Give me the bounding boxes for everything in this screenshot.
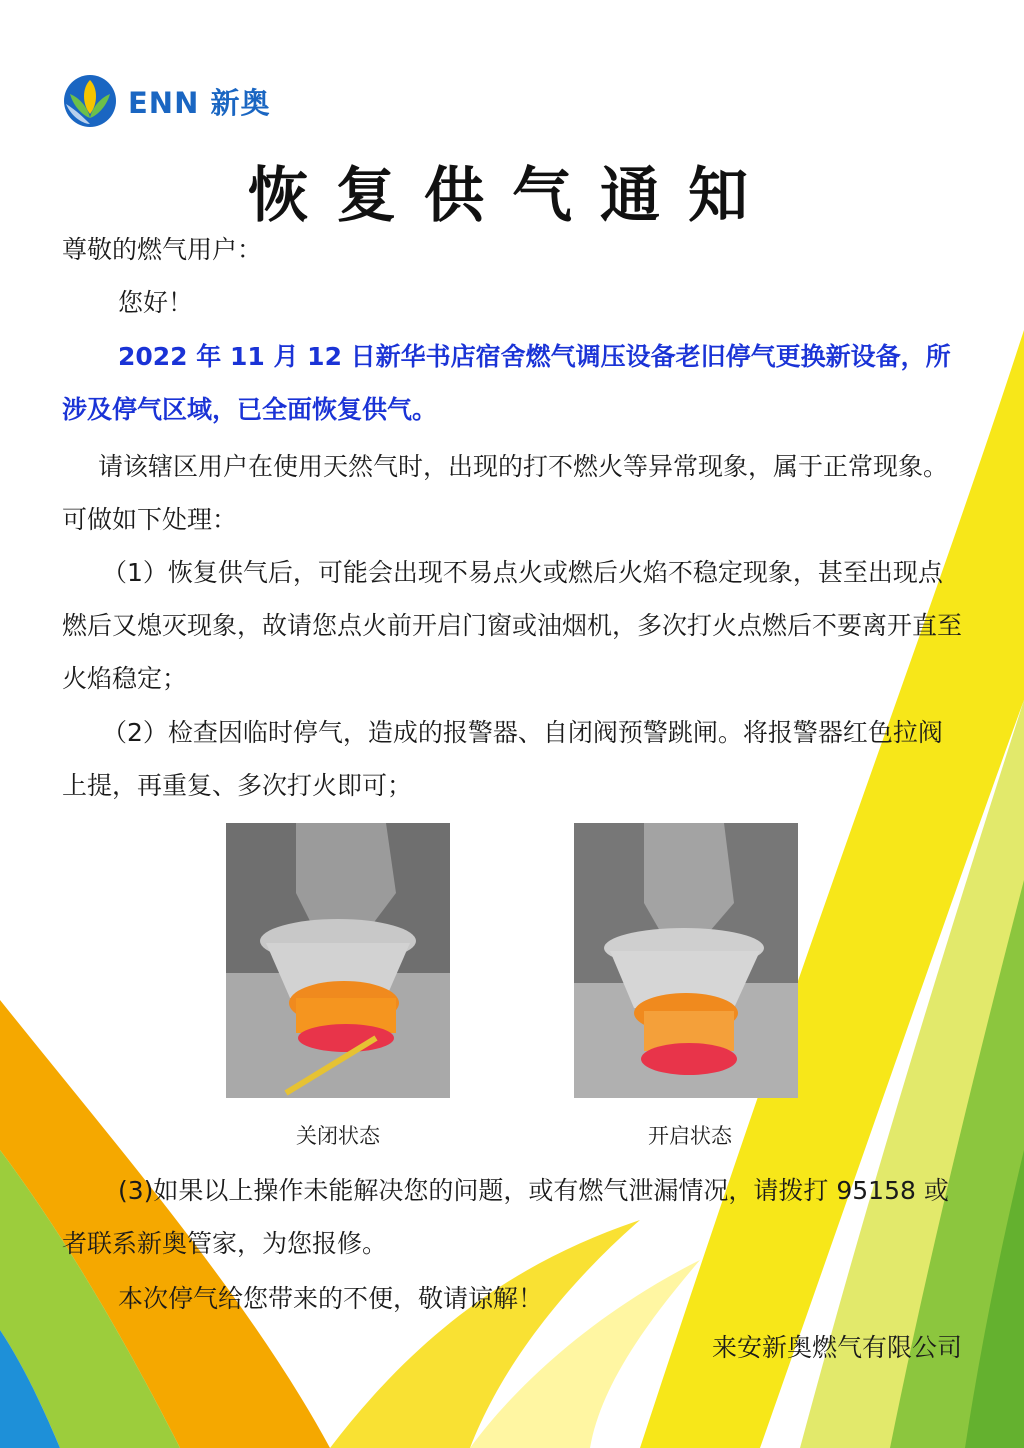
apology: 本次停气给您带来的不便，敬请谅解！	[118, 1284, 544, 1313]
enn-logo	[62, 74, 270, 128]
item-1: （1）恢复供气后，可能会出现不易点火或燃后火焰不稳定现象，甚至出现点燃后又熄灭现象，故请您点火前开启门窗或油烟机，多次打火点燃后不要离开直至火焰稳定；	[62, 558, 963, 693]
item-3: (3)如果以上操作未能解决您的问题，或有燃气泄漏情况，请拨打 95158 或者联系新奥管家，为您报修。	[62, 1176, 949, 1258]
open-state-caption: 开启状态	[648, 1124, 732, 1148]
highlight-notice: 2022 年 11 月 12 日新华书店宿舍燃气调压设备老旧停气更换新设备，所涉及停气区域，已全面恢复供气。	[62, 342, 951, 424]
valve-open-photo	[574, 823, 798, 1098]
closed-state-caption: 关闭状态	[296, 1124, 380, 1148]
greeting: 尊敬的燃气用户：	[62, 235, 263, 264]
company-signature: 来安新奥燃气有限公司	[711, 1333, 962, 1362]
valve-closed-photo	[226, 823, 450, 1098]
enn-flower-logo-icon	[62, 74, 118, 128]
intro-paragraph: 请该辖区用户在使用天然气时，出现的打不燃火等异常现象，属于正常现象。可做如下处理：	[62, 452, 949, 534]
logo-text: ENN 新奥	[128, 85, 271, 120]
hello: 您好！	[118, 288, 194, 317]
item-2: （2）检查因临时停气，造成的报警器、自闭阀预警跳闸。将报警器红色拉阀上提，再重复、多次打火即可；	[62, 718, 943, 800]
page-title: 恢复供气通知	[248, 161, 776, 231]
